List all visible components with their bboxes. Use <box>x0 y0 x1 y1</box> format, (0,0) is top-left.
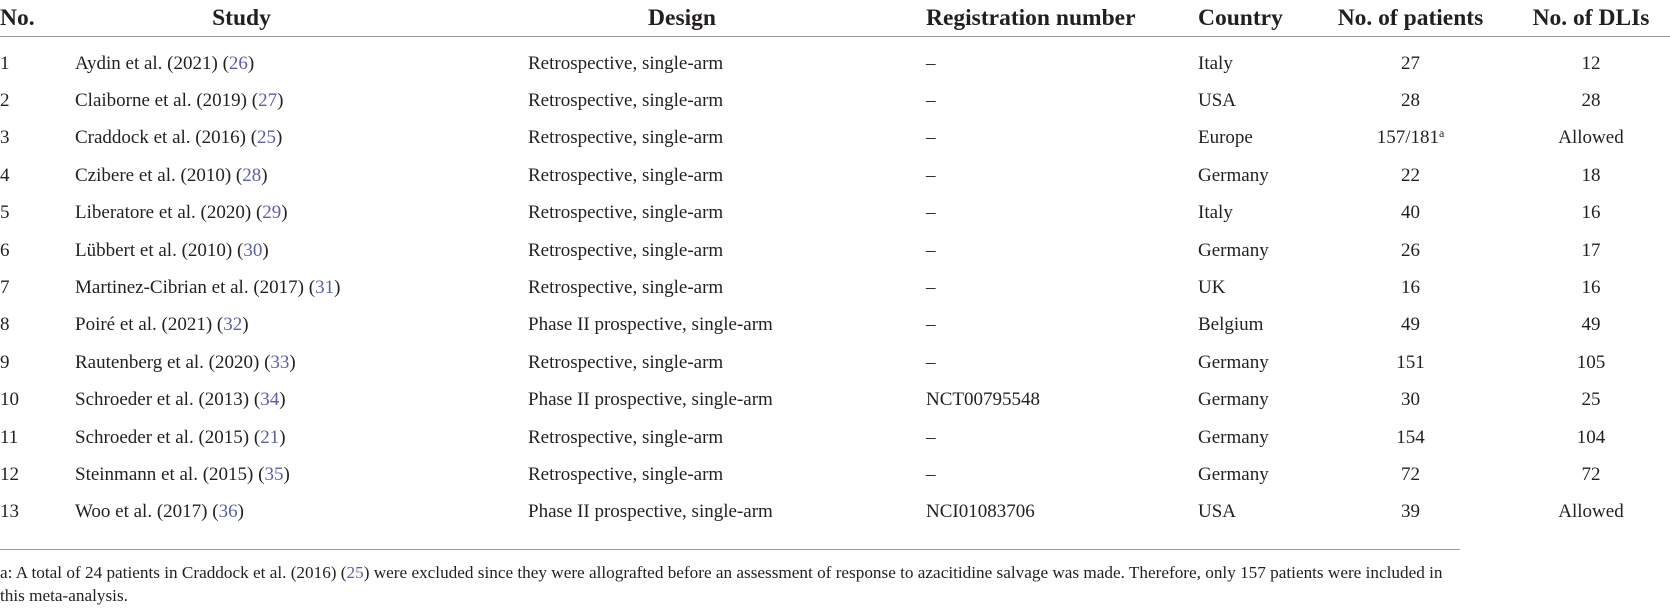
cell-no: 5 <box>0 202 10 224</box>
close-paren: ) <box>276 127 283 149</box>
cell-country: Germany <box>1198 426 1269 448</box>
reference-link[interactable]: 27 <box>258 90 278 112</box>
cell-country: Germany <box>1198 463 1269 485</box>
cell-patients <box>1309 157 1512 194</box>
cell-country: Italy <box>1198 202 1233 224</box>
cell-no: 6 <box>0 239 10 261</box>
table-row <box>0 37 1670 83</box>
cell-country: Italy <box>1198 52 1233 74</box>
reference-link[interactable]: 31 <box>315 277 335 299</box>
table-row <box>0 494 1670 531</box>
cell-patients <box>1309 232 1512 269</box>
cell-study <box>75 269 528 306</box>
cell-country: UK <box>1198 277 1226 299</box>
cell-dlis: 104 <box>1576 426 1606 448</box>
cell-no: 11 <box>0 426 19 448</box>
close-paren: ) <box>242 314 249 336</box>
cell-dlis: 49 <box>1581 314 1601 336</box>
reference-link[interactable]: 25 <box>257 127 277 149</box>
study-text: Aydin et al. (2021) ( <box>75 52 229 74</box>
study-text: Czibere et al. (2010) ( <box>75 164 243 186</box>
reference-link[interactable]: 29 <box>262 202 282 224</box>
cell-registration: – <box>926 463 936 485</box>
study-text: Woo et al. (2017) ( <box>75 501 219 523</box>
cell-design: Phase II prospective, single-arm <box>528 314 773 336</box>
footnote-text-prefix: a: A total of 24 patients in Craddock et al. (2016) ( <box>0 563 347 582</box>
cell-registration: – <box>926 90 936 112</box>
table-row <box>0 195 1670 232</box>
cell-design: Phase II prospective, single-arm <box>528 389 773 411</box>
patients-value: 72 <box>1401 463 1420 485</box>
header-registration: Registration number <box>926 0 1198 37</box>
cell-dlis: 16 <box>1581 202 1601 224</box>
header-dlis: No. of DLIs <box>1512 0 1670 37</box>
study-text: Poiré et al. (2021) ( <box>75 314 224 336</box>
patients-value: 49 <box>1401 314 1420 336</box>
cell-no: 8 <box>0 314 10 336</box>
cell-study <box>75 307 528 344</box>
table-row <box>0 456 1670 493</box>
close-paren: ) <box>279 426 286 448</box>
cell-country: Europe <box>1198 127 1253 149</box>
cell-patients <box>1309 494 1512 531</box>
header-design: Design <box>528 0 926 37</box>
header-row <box>0 0 1670 37</box>
cell-patients <box>1309 307 1512 344</box>
cell-study <box>75 382 528 419</box>
reference-link[interactable]: 28 <box>242 164 262 186</box>
patients-value: 157/181 <box>1376 127 1439 149</box>
cell-country: Belgium <box>1198 314 1264 336</box>
cell-registration: – <box>926 52 936 74</box>
study-text: Martinez-Cibrian et al. (2017) ( <box>75 277 316 299</box>
close-paren: ) <box>277 90 284 112</box>
cell-study <box>75 344 528 381</box>
reference-link[interactable]: 33 <box>270 351 290 373</box>
cell-no: 9 <box>0 351 10 373</box>
table-row <box>0 419 1670 456</box>
close-paren: ) <box>247 52 255 74</box>
footnote-reference-link[interactable]: 25 <box>346 563 364 582</box>
patients-value: 27 <box>1401 52 1420 74</box>
patients-value: 30 <box>1401 389 1420 411</box>
cell-patients <box>1309 269 1512 306</box>
cell-dlis: 28 <box>1581 90 1601 112</box>
cell-study <box>75 120 528 157</box>
cell-design: Retrospective, single-arm <box>528 239 724 261</box>
study-text: Schroeder et al. (2015) ( <box>75 426 261 448</box>
table-row <box>0 307 1670 344</box>
table-row <box>0 157 1670 194</box>
close-paren: ) <box>334 277 341 299</box>
header-study: Study <box>75 0 528 37</box>
study-text: Claiborne et al. (2019) ( <box>75 90 259 112</box>
cell-design: Phase II prospective, single-arm <box>528 501 773 523</box>
cell-study <box>75 82 528 119</box>
cell-country: Germany <box>1198 351 1269 373</box>
cell-study <box>75 494 528 531</box>
cell-study <box>75 37 528 83</box>
cell-patients <box>1309 419 1512 456</box>
cell-patients <box>1309 37 1512 83</box>
patients-value: 151 <box>1396 351 1425 373</box>
cell-design: Retrospective, single-arm <box>528 90 724 112</box>
header-country: Country <box>1198 0 1309 37</box>
cell-design: Retrospective, single-arm <box>528 463 724 485</box>
header-no: No. <box>0 0 75 37</box>
cell-registration: – <box>926 164 936 186</box>
footnote-text-suffix: ) were excluded since they were allografted before an assessment of response to azacitidine salvage was made. Therefore, only 157 patients were included in this meta-analysis. <box>0 563 1443 605</box>
study-text: Lübbert et al. (2010) ( <box>75 239 244 261</box>
table-row <box>0 82 1670 119</box>
cell-study <box>75 232 528 269</box>
table-row <box>0 382 1670 419</box>
patients-value: 40 <box>1401 202 1420 224</box>
cell-registration: NCI01083706 <box>926 501 1035 523</box>
patients-value: 16 <box>1401 277 1420 299</box>
cell-dlis: 16 <box>1581 277 1601 299</box>
cell-no: 7 <box>0 277 10 299</box>
cell-registration: – <box>926 127 936 149</box>
patients-value: 39 <box>1401 501 1420 523</box>
cell-country: Germany <box>1198 164 1269 186</box>
close-paren: ) <box>261 164 268 186</box>
cell-design: Retrospective, single-arm <box>528 127 724 149</box>
reference-link[interactable]: 35 <box>264 463 284 485</box>
cell-dlis: 25 <box>1581 389 1601 411</box>
reference-link[interactable]: 32 <box>223 314 243 336</box>
table-footnote <box>0 561 1460 607</box>
cell-dlis: 18 <box>1581 164 1601 186</box>
cell-study <box>75 456 528 493</box>
cell-patients <box>1309 195 1512 232</box>
close-paren: ) <box>279 389 286 411</box>
cell-design: Retrospective, single-arm <box>528 351 724 373</box>
cell-registration: – <box>926 202 936 224</box>
cell-patients <box>1309 344 1512 381</box>
patients-value: 154 <box>1396 426 1425 448</box>
cell-registration: – <box>926 239 936 261</box>
study-text: Schroeder et al. (2013) ( <box>75 389 261 411</box>
cell-dlis: 17 <box>1581 239 1601 261</box>
header-patients: No. of patients <box>1309 0 1512 37</box>
close-paren: ) <box>281 202 288 224</box>
cell-design: Retrospective, single-arm <box>528 52 724 74</box>
reference-link[interactable]: 36 <box>218 501 238 523</box>
reference-link[interactable]: 30 <box>243 239 263 261</box>
cell-no: 2 <box>0 90 10 112</box>
patients-value: 22 <box>1401 164 1420 186</box>
cell-no: 13 <box>0 501 19 523</box>
close-paren: ) <box>262 239 269 261</box>
reference-link[interactable]: 26 <box>228 52 248 74</box>
cell-registration: – <box>926 351 936 373</box>
cell-design: Retrospective, single-arm <box>528 202 724 224</box>
cell-study <box>75 157 528 194</box>
cell-patients <box>1309 382 1512 419</box>
cell-no: 1 <box>0 52 10 74</box>
study-text: Liberatore et al. (2020) ( <box>75 202 263 224</box>
cell-no: 4 <box>0 164 10 186</box>
cell-design: Retrospective, single-arm <box>528 164 724 186</box>
study-text: Rautenberg et al. (2020) ( <box>75 351 271 373</box>
cell-study <box>75 419 528 456</box>
cell-dlis: 12 <box>1581 52 1601 74</box>
patients-value: 26 <box>1401 239 1420 261</box>
cell-study <box>75 195 528 232</box>
table-row <box>0 269 1670 306</box>
cell-registration: – <box>926 314 936 336</box>
reference-link[interactable]: 34 <box>260 389 280 411</box>
table-row <box>0 232 1670 269</box>
cell-registration: – <box>926 277 936 299</box>
cell-country: Germany <box>1198 389 1269 411</box>
table-bottom-rule <box>0 549 1460 550</box>
cell-no: 10 <box>0 389 19 411</box>
cell-patients <box>1309 82 1512 119</box>
cell-country: Germany <box>1198 239 1269 261</box>
table-row <box>0 344 1670 381</box>
cell-country: USA <box>1198 501 1237 523</box>
study-text: Steinmann et al. (2015) ( <box>75 463 265 485</box>
study-text: Craddock et al. (2016) ( <box>75 127 258 149</box>
close-paren: ) <box>283 463 290 485</box>
cell-design: Retrospective, single-arm <box>528 277 724 299</box>
cell-patients <box>1309 120 1512 157</box>
cell-dlis: Allowed <box>1558 501 1624 523</box>
cell-dlis: 105 <box>1576 351 1606 373</box>
cell-patients <box>1309 456 1512 493</box>
cell-registration: NCT00795548 <box>926 389 1040 411</box>
cell-dlis: 72 <box>1581 463 1601 485</box>
cell-country: USA <box>1198 90 1237 112</box>
footnote-marker: a <box>1438 126 1445 141</box>
cell-no: 12 <box>0 463 19 485</box>
table-row <box>0 120 1670 157</box>
close-paren: ) <box>289 351 296 373</box>
cell-no: 3 <box>0 127 10 149</box>
patients-value: 28 <box>1401 90 1420 112</box>
close-paren: ) <box>237 501 244 523</box>
cell-dlis: Allowed <box>1558 127 1624 149</box>
reference-link[interactable]: 21 <box>260 426 280 448</box>
cell-registration: – <box>926 426 936 448</box>
cell-design: Retrospective, single-arm <box>528 426 724 448</box>
